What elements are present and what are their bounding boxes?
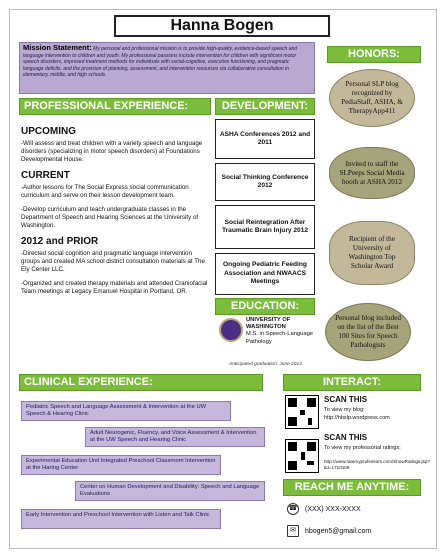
reach-me-header: REACH ME ANYTIME: — [283, 479, 421, 496]
clinical-experience-list — [19, 393, 267, 538]
prior-text-2: -Organized and created therapy materials and attended Craniofacial Team meetings at Legacy Emanuel Hospital in Portland, OR. — [21, 280, 208, 295]
clinical-item: Pediatric Speech and Language Assessment & Intervention at the UW Speech & Hearing Clinic — [21, 401, 231, 421]
phone-number[interactable]: (XXX) XXX-XXXX — [305, 505, 361, 513]
honor-bubble: Recipient of the University of Washington Top Scholar Award — [329, 221, 415, 285]
university-name: UNIVERSITY OF WASHINGTON — [246, 317, 291, 331]
professional-experience-column — [21, 126, 211, 302]
current-title: CURRENT — [21, 170, 70, 181]
prior-text-1: -Directed social cognition and pragmatic language intervention groups and created MA school district consultation materials at The Ely Center LLC. — [21, 250, 205, 273]
ratings-url[interactable]: http://www.ratemyprofessors.com/ShowRatings.jsp?tid=1710108 — [324, 459, 430, 470]
anticipated-graduation: Anticipated graduation: June 2013 — [229, 362, 302, 367]
development-item: Ongoing Pediatric Feeding Association and NWAACS Meetings — [215, 253, 315, 295]
scan-title: SCAN THIS — [324, 395, 368, 404]
education-details — [246, 317, 318, 346]
name-title: Hanna Bogen — [114, 15, 330, 37]
degree-name: M.S. in Speech-Language Pathology — [246, 331, 314, 345]
clinical-item: Adult Neurogenic, Fluency, and Voice Assessment & Intervention at the UW Speech and Hearing Clinic — [85, 427, 265, 447]
honor-bubble: Personal SLP blog recognized by PediaStaff, ASHA, & TherapyApp411 — [329, 69, 415, 127]
mission-label: Mission Statement: — [23, 43, 92, 52]
email-contact — [287, 525, 419, 537]
phone-contact — [287, 503, 419, 515]
development-item: Social Reintegration After Traumatic Brain Injury 2012 — [215, 205, 315, 249]
upcoming-text: -Will assess and treat children with a variety speech and language disorders (specializing in motor speech disorders) at Foundations Developmental House. — [21, 140, 203, 163]
email-address[interactable]: hbogen5@gmail.com — [305, 527, 372, 535]
prior-title: 2012 and PRIOR — [21, 236, 99, 247]
mission-text: My personal and professional mission is to provide high-quality, evidence-based speech and language intervention to children and youth. My professional passions include intervention for children with significant motor speech disorders, improved treatment methods for individuals with social-cognitive, executive functioning, and pragmatic language deficits, and the provision of planning, assessment, and intervention resources via collaborative consultation in elementary, middle, and high schools. — [23, 46, 298, 79]
mission-statement — [19, 42, 315, 94]
blog-url[interactable]: http://hbslp.wordpress.com — [324, 415, 390, 421]
email-icon: ✉ — [287, 525, 299, 537]
development-item: ASHA Conferences 2012 and 2011 — [215, 119, 315, 159]
development-item: Social Thinking Conference 2012 — [215, 163, 315, 201]
current-text-1: -Author lessons for The Social Express social communication curriculum and serve on their lesson development team. — [21, 184, 189, 199]
ratings-qr-code[interactable] — [285, 439, 319, 473]
upcoming-title: UPCOMING — [21, 126, 76, 137]
current-text-2: -Develop curriculum and teach undergraduate classes in the Department of Speech and Hearing Sciences at the University of Washington. — [21, 206, 199, 229]
scan-title: SCAN THIS — [324, 433, 368, 442]
clinical-item: Early Intervention and Preschool Intervention with Listen and Talk Clinic — [21, 509, 221, 529]
honor-bubble: Invited to staff the SLPeeps Social Media booth at ASHA 2012 — [329, 147, 415, 199]
university-seal-logo — [219, 318, 243, 342]
clinical-item: Center on Human Development and Disability: Speech and Language Evaluations — [75, 481, 265, 501]
scan-text: To view my professorial ratings: — [324, 445, 401, 451]
blog-qr-code[interactable] — [285, 395, 319, 429]
phone-icon: ☎ — [287, 503, 299, 515]
honor-bubble: Personal blog included on the list of the Best 100 Sites for Speech Pathologists — [325, 303, 411, 361]
clinical-experience-header: CLINICAL EXPERIENCE: — [19, 374, 263, 391]
education-header: EDUCATION: — [215, 298, 315, 315]
professional-experience-header: PROFESSIONAL EXPERIENCE: — [19, 98, 211, 115]
interact-header: INTERACT: — [283, 374, 421, 391]
development-header: DEVELOPMENT: — [215, 98, 315, 115]
honors-header: HONORS: — [327, 46, 421, 63]
clinical-item: Experimental Education Unit Integrated Preschool Classroom Intervention at the Haring Center — [21, 455, 221, 475]
scan-text: To view my blog: — [324, 407, 365, 413]
interact-section — [283, 393, 430, 477]
